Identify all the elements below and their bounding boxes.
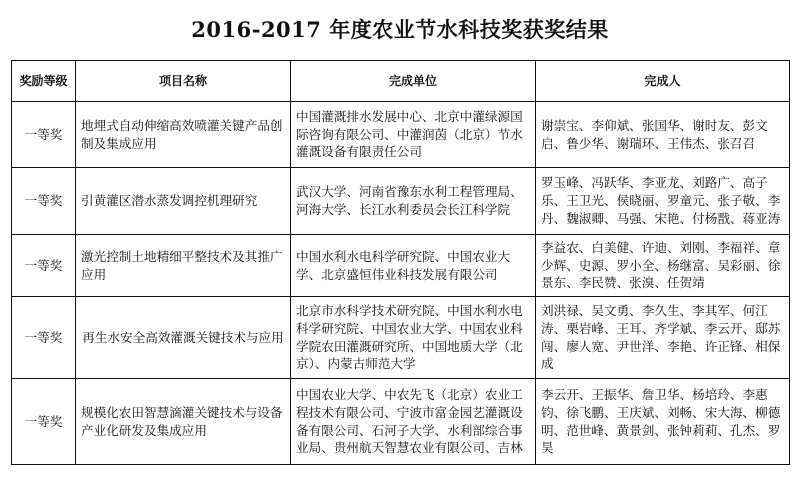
table-header-row bbox=[12, 61, 790, 102]
project-name-cell: 地埋式自动伸缩高效喷灌关键产品创制及集成应用 bbox=[76, 102, 291, 168]
header-project-name: 项目名称 bbox=[76, 61, 291, 102]
project-name-cell: 规模化农田智慧滴灌关键技术与设备产业化研发及集成应用 bbox=[76, 379, 291, 465]
header-award-level: 奖励等级 bbox=[12, 61, 76, 102]
header-completing-people: 完成人 bbox=[536, 61, 790, 102]
completing-people-cell: 罗玉峰、冯跃华、李亚龙、刘路广、高子乐、王卫光、侯晓丽、罗童元、张子敬、李丹、魏淑卿、马强、宋艳、付杨戬、蒋亚涛 bbox=[536, 168, 790, 235]
award-level-cell: 一等奖 bbox=[12, 168, 76, 235]
header-completing-unit: 完成单位 bbox=[291, 61, 536, 102]
completing-unit-cell: 武汉大学、河南省豫东水利工程管理局、河海大学、长江水利委员会长江科学院 bbox=[291, 168, 536, 235]
project-name-cell: 激光控制土地精细平整技术及其推广应用 bbox=[76, 235, 291, 297]
project-name-cell: 引黄灌区潜水蒸发调控机理研究 bbox=[76, 168, 291, 235]
table-row bbox=[12, 102, 790, 168]
completing-unit-cell: 北京市水科学技术研究院、中国水利水电科学研究院、中国农业大学、中国农业科学院农田灌溉研究所、中国地质大学（北京）、内蒙古师范大学 bbox=[291, 297, 536, 379]
project-name-cell: 再生水安全高效灌溉关键技术与应用 bbox=[76, 297, 291, 379]
award-level-cell: 一等奖 bbox=[12, 102, 76, 168]
award-level-cell: 一等奖 bbox=[12, 235, 76, 297]
table-row bbox=[12, 235, 790, 297]
award-table bbox=[11, 60, 790, 465]
completing-people-cell: 李云开、王振华、詹卫华、杨培玲、李惠钧、徐飞鹏、王庆斌、刘畅、宋大海、柳德明、范世峰、黄景剑、张钟莉莉、孔杰、罗昊 bbox=[536, 379, 790, 465]
completing-unit-cell: 中国水利水电科学研究院、中国农业大学、北京盛恒伟业科技发展有限公司 bbox=[291, 235, 536, 297]
document-title: 2016-2017 年度农业节水科技奖获奖结果 bbox=[191, 17, 609, 42]
completing-people-cell: 李益农、白美健、许迪、刘刚、李福祥、章少辉、史源、罗小全、杨继富、吴彩丽、徐景东、李民赞、张溴、任贺靖 bbox=[536, 235, 790, 297]
table-row bbox=[12, 379, 790, 465]
completing-people-cell: 谢崇宝、李仰斌、张国华、谢时友、彭文启、鲁少华、谢瑞环、王伟杰、张召召 bbox=[536, 102, 790, 168]
award-level-cell: 一等奖 bbox=[12, 379, 76, 465]
completing-unit-cell: 中国灌溉排水发展中心、北京中灌绿源国际咨询有限公司、中灌润茵（北京）节水灌溉设备有限责任公司 bbox=[291, 102, 536, 168]
completing-people-cell: 刘洪禄、吴文勇、李久生、李其军、何江涛、栗岩峰、王耳、齐学斌、李云开、邸苏闯、廖人宽、尹世洋、李艳、许正锋、相保成 bbox=[536, 297, 790, 379]
award-level-cell: 一等奖 bbox=[12, 297, 76, 379]
table-row bbox=[12, 168, 790, 235]
table-row bbox=[12, 297, 790, 379]
completing-unit-cell: 中国农业大学、中农先飞（北京）农业工程技术有限公司、宁波市富金园艺灌溉设备有限公司、石河子大学、水利部综合事业局、贵州航天智慧农业有限公司、吉林 bbox=[291, 379, 536, 465]
